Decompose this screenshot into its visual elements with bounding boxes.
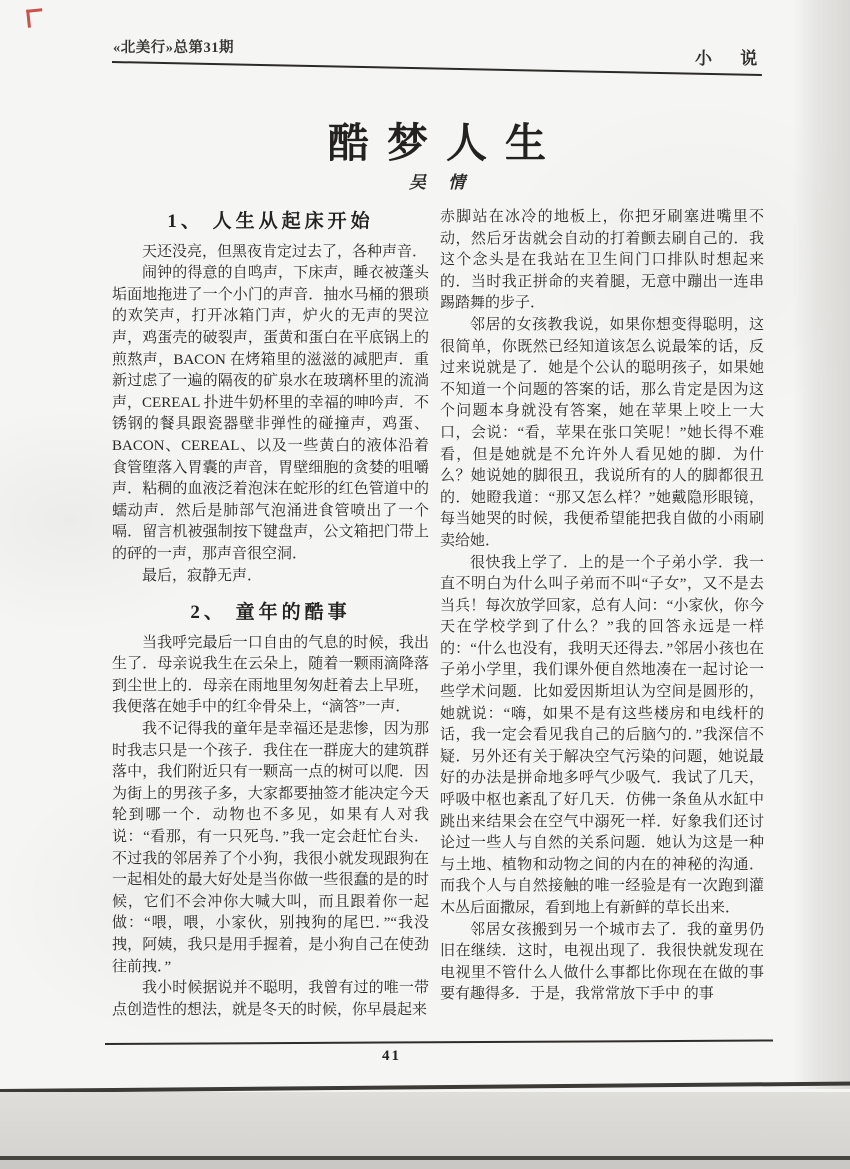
page-number: 41	[382, 1048, 401, 1064]
article-title: 酷梦人生	[328, 120, 564, 166]
scan-background-bottom	[0, 1160, 850, 1169]
red-registration-mark-icon	[26, 8, 44, 28]
paragraph: 很快我上学了．上的是一个子弟小学．我一直不明白为什么叫子弟而不叫“子女”，又不是去当兵！每次放学回家，总有人问：“小家伙，你今天在学校学到了什么？”我的回答永远是一样的：“什么也没有，我明天还得去．”邻居小孩也在子弟小学里，我们课外便自然地凑在一起讨论一些学术问题．比如爱因斯坦认为空间是圆形的，她就说：“嗨，如果不是有这些楼房和电线杆的话，我一定会看见我自己的后脑勺的．”我深信不疑．另外还有关于解决空气污染的问题，她说最好的办法是拼命地多呼气少吸气．我试了几天，呼吸中枢也紊乱了好几天．仿佛一条鱼从水缸中跳出来结果会在空气中溺死一样．好象我们还讨论过一些人与自然的关系问题．她认为这是一种与土地、植物和动物之间的内在的神秘的沟通．而我个人与自然接触的唯一经验是有一次跑到灌木丛后面撒尿，看到地上有新鲜的草长出来．	[440, 554, 764, 916]
paragraph: 我小时候据说并不聪明，我曾有过的唯一带点创造性的想法，就是冬天的时候，你早晨起来	[112, 980, 429, 1018]
right-column	[440, 207, 764, 1021]
paragraph: 闹钟的得意的自鸣声，下床声，睡衣被蓬头垢面地拖进了一个小门的声音．抽水马桶的猥琐的欢笑声，打开冰箱门声，炉火的无声的哭泣声，鸡蛋壳的破裂声，蛋黄和蛋白在平底锅上的煎熬声，BACON 在烤箱里的滋滋的减肥声．重新过虑了一遍的隔夜的矿泉水在玻璃杯里的流淌声，CEREAL 扑进牛奶杯里的幸福的呻吟声．不锈钢的餐具跟瓷器壁非弹性的碰撞声，鸡蛋、BACON、CEREAL、以及一些黄白的液体沿着食管堕落入胃囊的声音，胃壁细胞的贪婪的咀嚼声．粘稠的血液泛着泡沫在蛇形的红色管道中的蠕动声．然后是肺部气泡涌进食管喷出了一个嗝．留言机被强制按下键盘声，公文箱把门带上的砰的一声，那声音很空洞．	[112, 265, 429, 562]
article-author: 吴 情	[408, 173, 475, 192]
section-category-label: 小 说	[695, 49, 770, 68]
scan-shadow-right	[792, 0, 850, 1089]
scan-background-band	[0, 1092, 850, 1156]
left-column	[112, 207, 429, 1021]
paragraph: 邻居的女孩教我说，如果你想变得聪明，这很简单，你既然已经知道该怎么说最笨的话，反过来说就是了．她是个公认的聪明孩子，如果她不知道一个问题的答案的话，那么肯定是因为这个问题本身就没有答案，她在苹果上咬上一大口，会说：“看，苹果在张口笑呢！”她长得不难看，但是她就是不允许外人看见她的脚．为什么？她说她的脚很丑，我说所有的人的脚都很丑的．她瞪我道：“那又怎么样？”她戴隐形眼镜，每当她哭的时候，我便希望能把我自做的小雨刷卖给她．	[440, 316, 764, 549]
paragraph: 天还没亮，但黑夜肯定过去了，各种声音．	[142, 243, 428, 260]
paragraph: 赤脚站在冰冷的地板上，你把牙刷塞进嘴里不动，然后牙齿就会自动的打着颤去刷自己的．我这个念头是在我站在卫生间门口排队时想起来的．当时我正拼命的夹着腿，无意中蹦出一连串踢踏舞的步子．	[440, 209, 764, 312]
footer-divider	[105, 1040, 773, 1045]
paragraph: 最后，寂静无声．	[142, 567, 263, 584]
paragraph: 我不记得我的童年是幸福还是悲惨，因为那时我志只是一个孩子．我住在一群庞大的建筑群落中，我们附近只有一颗高一点的树可以爬．因为街上的男孩子多，大家都要抽签才能决定今天轮到哪一个．动物也不多见，如果有人对我说：“看那，有一只死鸟．”我一定会赶忙台头．不过我的邻居养了个小狗，我很小就发现跟狗在一起相处的最大好处是当你做一些很蠢的是的时候，它们不会冲你大喊大叫，而且跟着你一起做：“喂，喂，小家伙，别拽狗的尾巴．”“我没拽，阿姨，我只是用手握着，是小狗自己在使劲往前拽．”	[112, 721, 429, 975]
article-body	[112, 207, 764, 1021]
header-divider	[112, 61, 762, 76]
section-1-heading: 1、 人生从起床开始	[167, 211, 374, 232]
paragraph: 邻居女孩搬到另一个城市去了．我的童男仍旧在继续．这时，电视出现了．我很快就发现在电视里不管什么人做什么事都比你现在在做的事要有趣得多．于是，我常常放下手中 的事	[440, 921, 764, 1003]
section-2-heading: 2、 童年的酷事	[190, 602, 351, 624]
journal-issue-label: «北美行»总第31期	[113, 40, 234, 56]
paragraph: 当我呼完最后一口自由的气息的时候，我出生了．母亲说我生在云朵上，随着一颗雨滴降落到尘世上的．母亲在雨地里匆匆赶着去上早班，我便落在她手中的红伞骨朵上，“滴答”一声．	[112, 634, 429, 716]
